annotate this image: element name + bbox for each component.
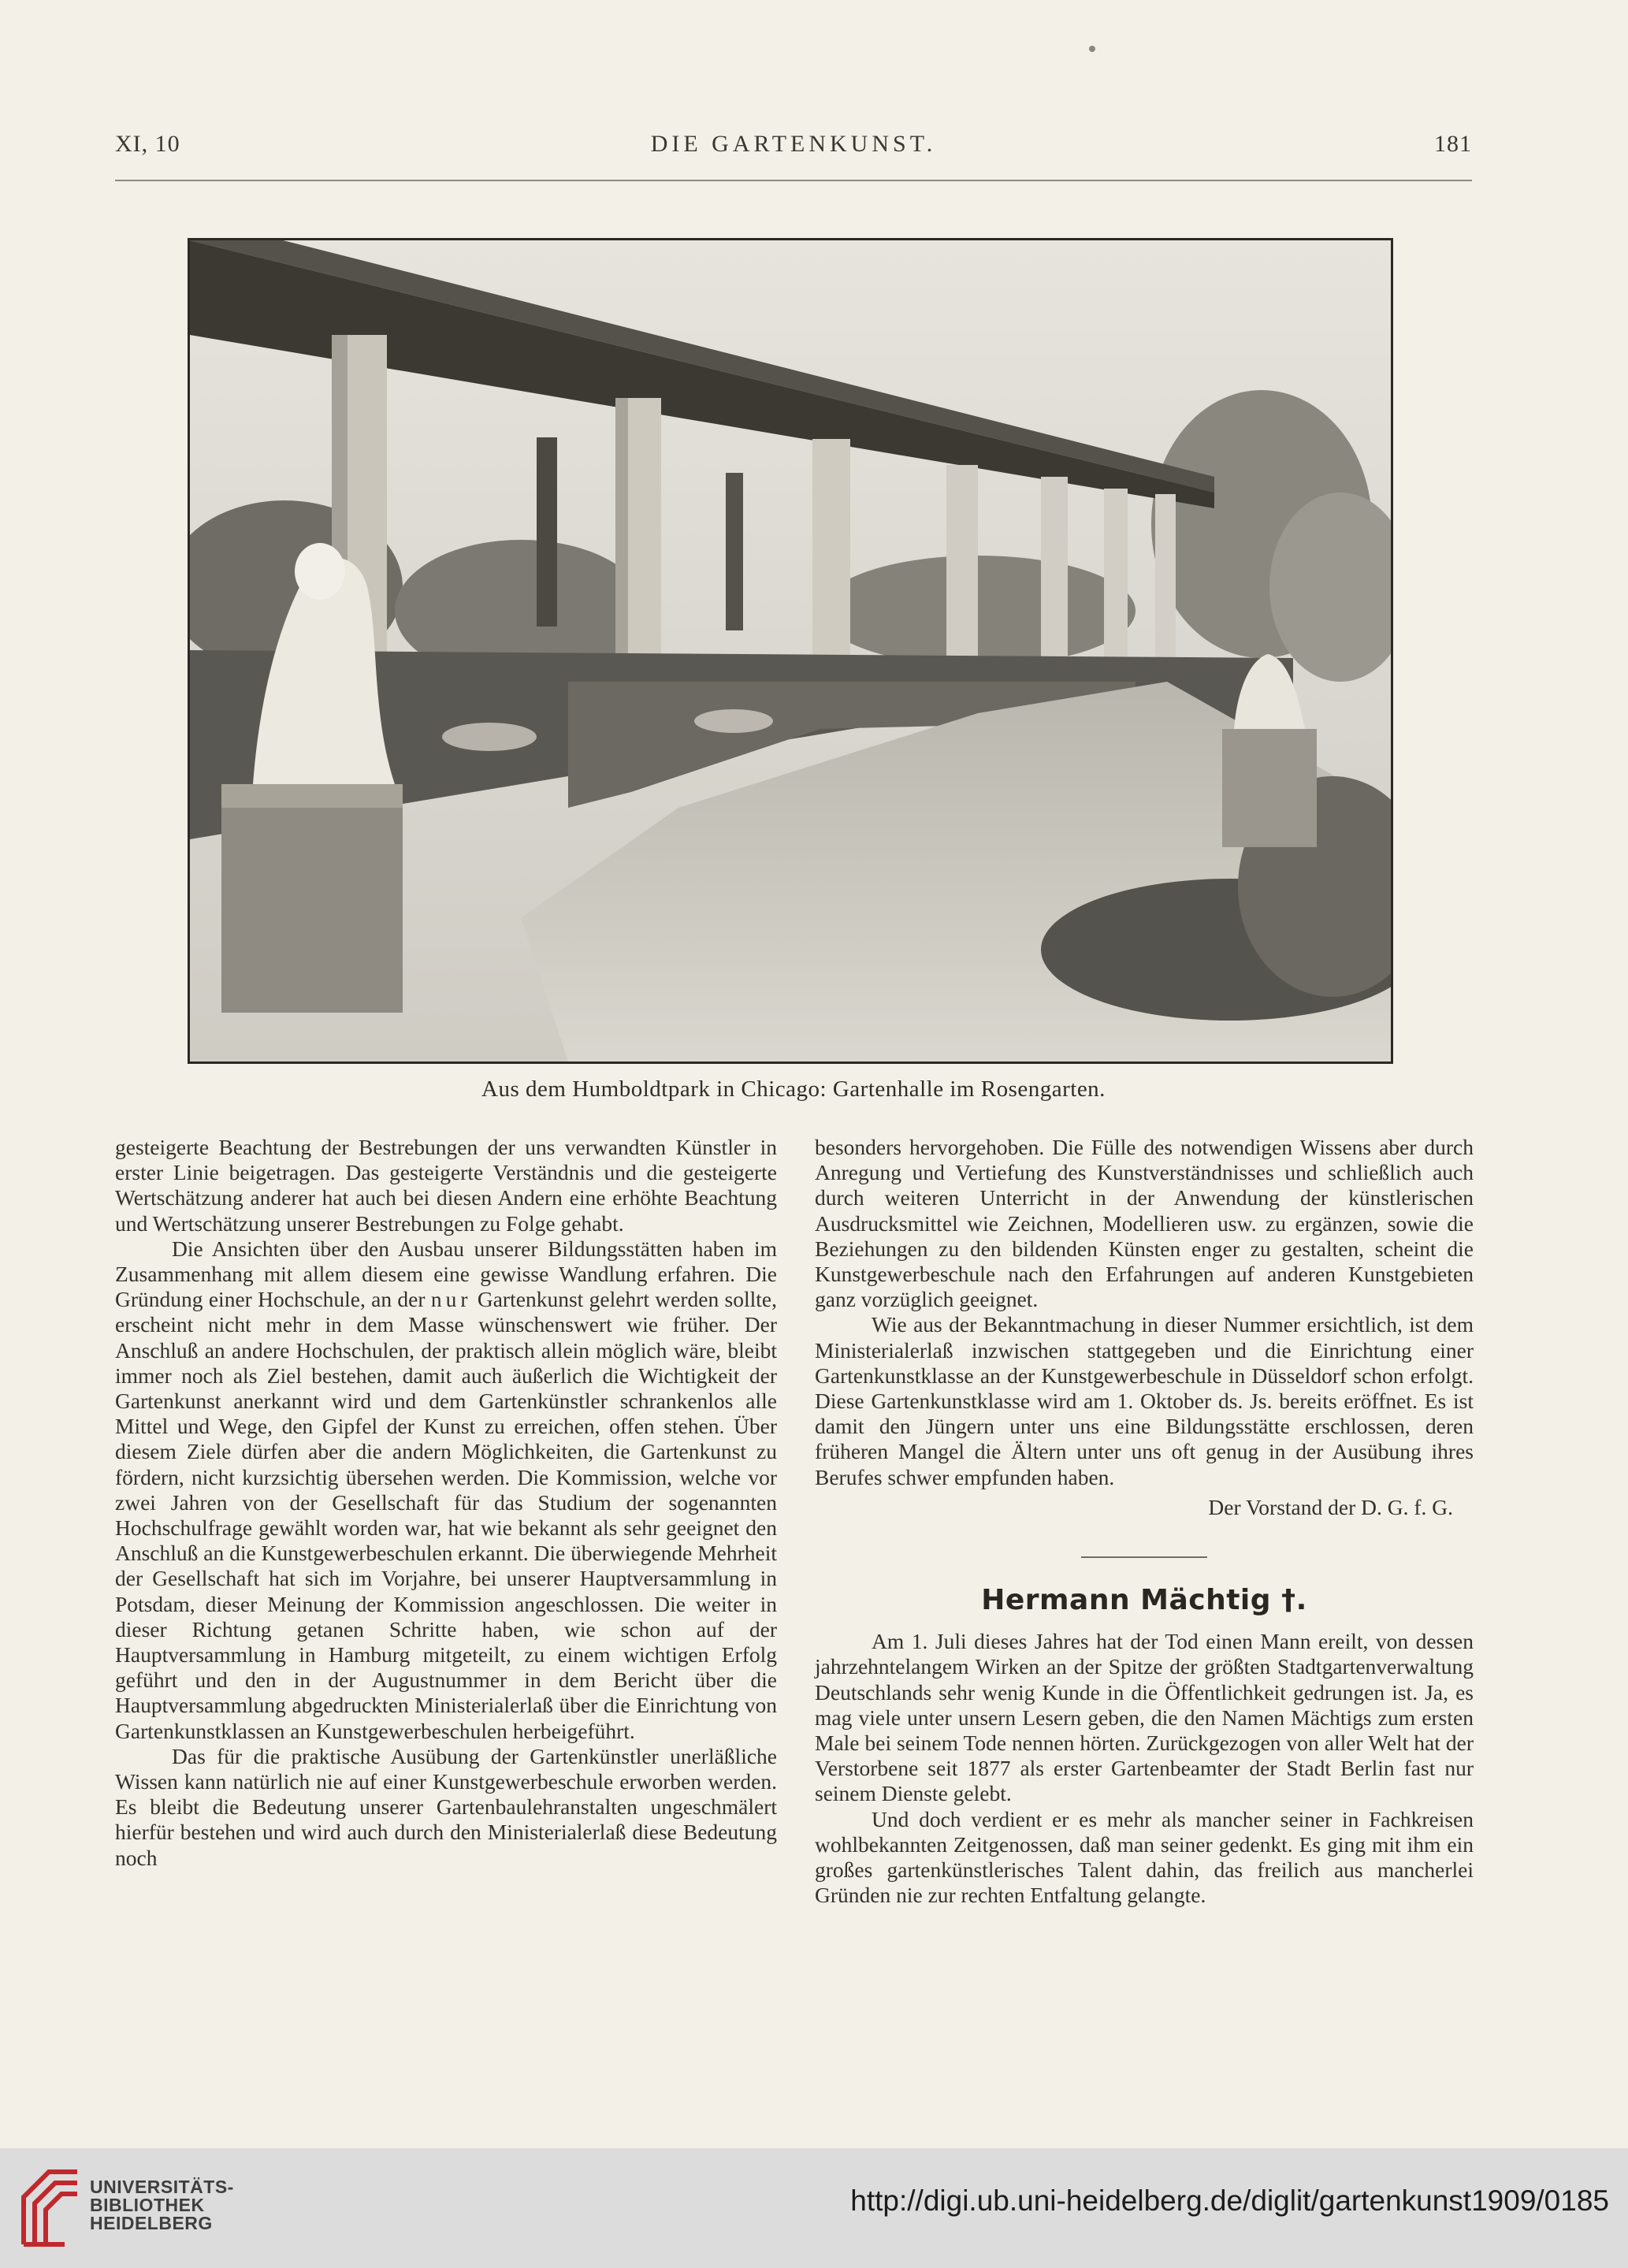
emphasized-word: nur: [430, 1287, 472, 1312]
journal-title: DIE GARTENKUNST.: [650, 131, 937, 157]
signature: Der Vorstand der D. G. f. G.: [1208, 1494, 1453, 1519]
library-footer: [0, 2148, 1628, 2268]
paragraph: [115, 1236, 777, 1744]
paragraph: besonders hervorgehoben. Die Fülle des notwendigen Wissens aber durch Anregung und Vertiefung des Kunstverständnisses und schließlich auch durch weiteren Unterricht in der Anwendung der künstlerischen Ausdrucksmittel wie Zeichnen, Modellieren usw. zu ergänzen, sowie die Beziehungen zu den bildenden Künsten enger zu gestalten, scheint die Kunstgewerbeschule nach den Erfahrungen auf anderen Kunstgebieten ganz vorzüglich geeignet.: [815, 1135, 1474, 1312]
section-divider: [1081, 1556, 1207, 1558]
header-rule: [115, 180, 1472, 181]
paragraph: Das für die praktische Ausübung der Gartenkünstler unerläßliche Wissen kann natürlich nie auf einer Kunstgewerbeschule erworben werden. Es bleibt die Bedeutung unserer Gartenbaulehranstalten ungeschmälert hierfür bestehen und wird auch durch den Ministerialerlaß diese Bedeutung noch: [115, 1743, 777, 1870]
paragraph: Wie aus der Bekanntmachung in dieser Nummer ersichtlich, ist dem Ministerialerlaß inzwischen stattgegeben und die Einrichtung einer Gartenkunstklasse an der Kunstgewerbeschule in Düsseldorf schon erfolgt. Diese Gartenkunstklasse wird am 1. Oktober ds. Js. bereits eröffnet. Es ist damit den Jüngern unter uns eine Bildungsstätte erschlossen, deren früheren Mangel die Ältern unter uns oft genug in der Ausübung ihres Berufes schwer empfunden haben.: [815, 1312, 1474, 1489]
paragraph: Am 1. Juli dieses Jahres hat der Tod einen Mann ereilt, von dessen jahrzehntelangem Wirken an der Spitze der größten Stadtgartenverwaltung Deutschlands sehr wenig Kunde in die Öffentlichkeit gedrungen ist. Ja, es mag viele unter unsern Lesern geben, die den Namen Mächtigs zum ersten Male bei seinem Tode nennen hörten. Zurückgezogen von aller Welt hat der Verstorbene seit 1877 als erster Gartenbeamter der Stadt Berlin fast nur seinem Dienste gelebt.: [815, 1629, 1474, 1806]
volume-issue: XI, 10: [115, 131, 180, 157]
right-column: [815, 1135, 1474, 1908]
ink-dot: [1089, 46, 1095, 52]
source-url-link[interactable]: http://digi.ub.uni-heidelberg.de/diglit/gartenkunst1909/0185: [850, 2184, 1609, 2217]
paragraph-text: Gartenkunst gelehrt werden sollte, erscheint nicht mehr in dem Masse wünschenswert wie früher. Der Anschluß an andere Hochschulen, der praktisch allein möglich wäre, bleibt immer noch als Ziel bestehen, damit auch äußerlich die Wichtigkeit der Gartenkunst anerkannt wird und dem Gartenkünstler schrankenlos alle Mittel und Wege, den Gipfel der Kunst zu erreichen, offen stehen. Über diesem Ziele dürfen aber die andern Möglichkeiten, die Gartenkunst zu fördern, nicht kurzsichtig übersehen werden. Die Kommission, welche vor zwei Jahren von der Gesellschaft für das Studium der sogenannten Hochschulfrage gewählt worden war, hat wie bekannt als sehr geeignet den Anschluß an die Kunstgewerbeschulen erkannt. Die überwiegende Mehrheit der Gesellschaft hat sich im Vorjahre, bei unserer Hauptversammlung in Potsdam, dieser Meinung der Kommission angeschlossen. Die weiter in dieser Richtung getanen Schritte haben, wie schon auf der Hauptversammlung in Hamburg mitgeteilt, zu einem wichtigen Erfolg geführt und den in der Augustnummer in dem Bericht über die Hauptversammlung abgedruckten Ministerialerlaß über die Einrichtung von Gartenkunstklassen an Kunstgewerbeschulen herbeigeführt.: [115, 1287, 777, 1743]
paragraph-text: Die Ansichten über den Ausbau unserer Bildungsstätten haben im Zusammenhang mit allem diesem eine gewisse Wandlung erfahren. Die Gründung einer Hochschule, an der: [115, 1236, 777, 1312]
library-name: [90, 2178, 234, 2233]
paragraph: gesteigerte Beachtung der Bestrebungen der uns verwandten Künstler in erster Linie beigetragen. Das gesteigerte Verständnis und die gesteigerte Wertschätzung anderer hat auch bei diesen Andern eine erhöhte Beachtung und Wertschätzung unserer Bestrebungen zu Folge gehabt.: [115, 1135, 777, 1236]
running-head: [115, 131, 1472, 165]
library-name-line: BIBLIOTHEK: [90, 2195, 205, 2215]
garden-hall-photo: [188, 238, 1393, 1064]
university-library-logo-icon: [17, 2166, 84, 2251]
paragraph: Und doch verdient er es mehr als mancher seiner in Fachkreisen wohlbekannten Zeitgenossen, daß man seiner gedenkt. Es ging mit ihm ein großes gartenkünstlerisches Talent dahin, das freilich aus mancherlei Gründen nie zur rechten Entfaltung gelangte.: [815, 1806, 1474, 1908]
figure-caption: Aus dem Humboldtpark in Chicago: Gartenhalle im Rosengarten.: [481, 1076, 1106, 1102]
obituary-heading: Hermann Mächtig †.: [981, 1584, 1307, 1617]
left-column: [115, 1135, 777, 1871]
library-name-line: UNIVERSITÄTS-: [90, 2177, 234, 2197]
page-number: 181: [1434, 131, 1472, 157]
library-name-line: HEIDELBERG: [90, 2213, 213, 2233]
